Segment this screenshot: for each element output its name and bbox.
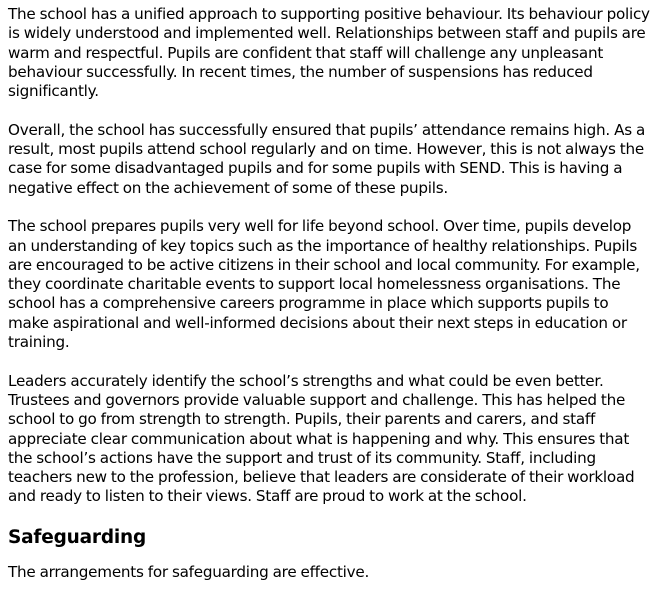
safeguarding-heading: Safeguarding <box>8 527 147 549</box>
safeguarding-statement: The arrangements for safeguarding are effective. <box>8 563 370 582</box>
paragraph-behaviour: The school has a unified approach to supporting positive behaviour. Its behaviour policy is widely understood and implemented well. Relationships between staff and pupils are warm and respectful. Pupils are confident that staff will challenge any unpleasant behaviour successfully. In recent times, the number of suspensions has reduced significantly. <box>8 5 650 101</box>
paragraph-leadership: Leaders accurately identify the school’s strengths and what could be even better. Trustees and governors provide valuable support and challenge. This has helped the school to go from strength to strength. Pupils, their parents and carers, and staff appreciate clear communication about what is happening and why. This ensures that the school’s actions have the support and trust of its community. Staff, including teachers new to the profession, believe that leaders are considerate of their workload and ready to listen to their views. Staff are proud to work at the school. <box>8 371 635 506</box>
paragraph-attendance: Overall, the school has successfully ensured that pupils’ attendance remains high. As a result, most pupils attend school regularly and on time. However, this is not always the case for some disadvantaged pupils and for some pupils with SEND. This is having a negative effect on the achievement of some of these pupils. <box>8 120 645 197</box>
paragraph-life-beyond-school: The school prepares pupils very well for life beyond school. Over time, pupils develop an understanding of key topics such as the importance of healthy relationships. Pupils are encouraged to be active citizens in their school and local community. For example, they coordinate charitable events to support local homelessness organisations. The school has a comprehensive careers programme in place which supports pupils to make aspirational and well-informed decisions about their next steps in education or training. <box>8 217 640 352</box>
document-body <box>8 5 653 602</box>
